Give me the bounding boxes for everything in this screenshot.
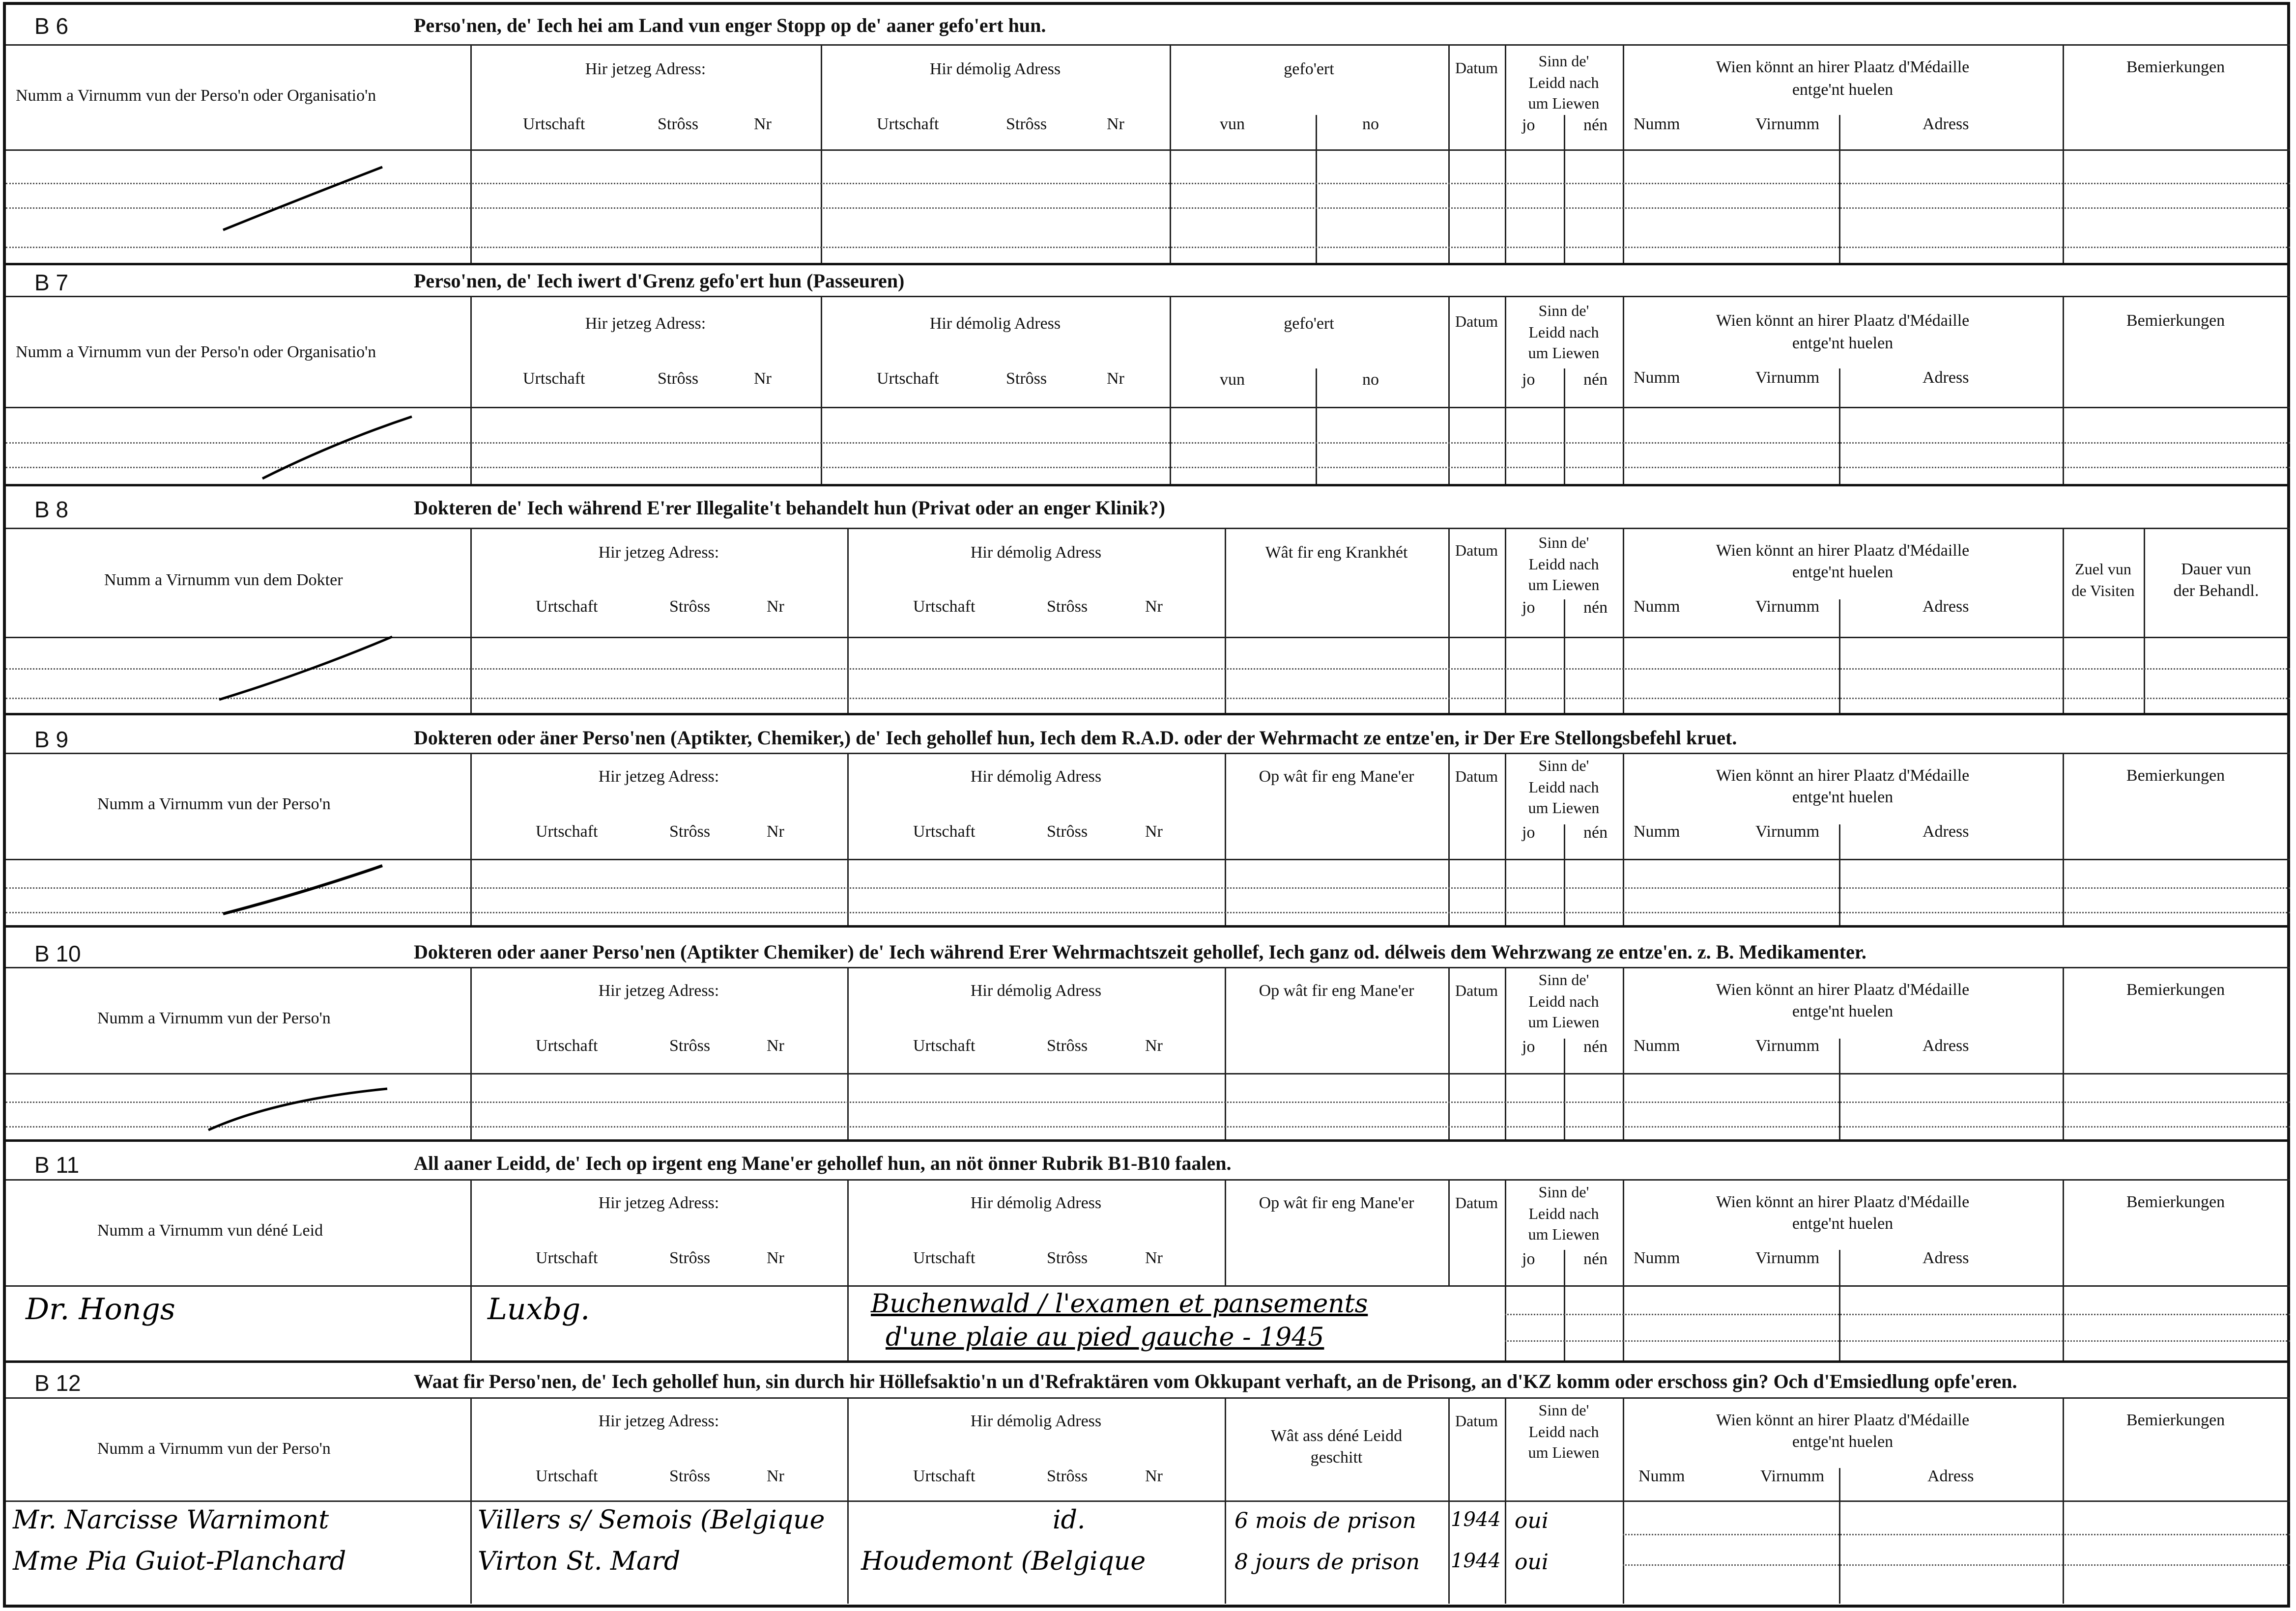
header-medal: Wien könnt an hirer Plaatz d'Médaille [1716,58,1970,76]
header-nr: Nr [1145,1037,1163,1055]
header-place: Urtschaft [913,822,976,841]
header-date: Datum [1455,541,1498,559]
header-date: Datum [1455,59,1498,77]
header-medal-firstname: Virnumm [1755,115,1820,133]
header-name: Numm a Virnumm vun dem Dokter [104,571,343,589]
header-former-address: Hir démolig Adress [970,1194,1102,1212]
header-from: vun [1220,115,1245,133]
header-current-address: Hir jetzeg Adress: [585,60,706,78]
header-name: Numm a Virnumm vun der Perso'n [97,1009,331,1027]
header-street: Strôss [1047,597,1088,616]
header-medal-name: Numm [1638,1467,1685,1485]
header-nr: Nr [1107,369,1124,388]
header-street: Strôss [1006,369,1047,388]
header-transported: gefo'ert [1284,314,1334,333]
header-place: Urtschaft [536,822,598,841]
header-yes: jo [1522,1250,1535,1268]
entry-name: Mme Pia Guiot-Planchard [13,1547,346,1576]
header-to: no [1362,370,1379,389]
header-former-address: Hir démolig Adress [970,543,1102,562]
header-survived: Leidd nach [1528,1205,1599,1222]
header-survived: um Liewen [1528,799,1600,817]
header-street: Strôss [669,1249,711,1267]
header-manner: Op wât fir eng Mane'er [1259,1194,1414,1212]
strike-through-mark [222,164,384,233]
header-nr: Nr [1107,115,1124,133]
header-survived: um Liewen [1528,344,1600,362]
header-from: vun [1220,370,1245,389]
section-title: All aaner Leidd, de' Iech op irgent eng Mane'er gehollef hun, an nöt önner Rubrik B1-B10 faalen. [414,1152,1232,1174]
header-transported: gefo'ert [1284,60,1334,78]
header-survived: um Liewen [1528,1443,1600,1461]
section-title: Waat fir Perso'nen, de' Iech gehollef hun, sin durch hir Höllefsaktio'n un d'Refraktären vom Okkupant verhaft, an de Prisong, an d'KZ komm oder erschoss gin? Och d'Emsiedlung opfe'eren. [414,1370,2017,1392]
header-name: Numm a Virnumm vun der Perso'n oder Organisatio'n [16,343,376,361]
header-medal-address: Adress [1923,597,1969,616]
header-survived: Sinn de' [1538,1183,1589,1201]
header-yes: jo [1522,370,1535,389]
header-no: nén [1583,823,1608,842]
header-survived: Leidd nach [1528,778,1599,796]
header-place: Urtschaft [523,369,585,388]
header-current-address: Hir jetzeg Adress: [598,543,719,562]
header-former-address: Hir démolig Adress [929,314,1061,333]
header-medal: entge'nt huelen [1792,1002,1894,1020]
section-code: B 9 [34,727,69,752]
header-medal-name: Numm [1634,368,1680,387]
header-former-address: Hir démolig Adress [970,767,1102,786]
section-code: B 12 [34,1370,81,1396]
header-date: Datum [1455,982,1498,999]
section-title: Dokteren oder äner Perso'nen (Aptikter, Chemiker,) de' Iech gehollef hun, Iech dem R.A.D. oder der Wehrmacht ze entze'en, ir Der Ere Stellongsbefehl kruet. [414,727,1737,749]
header-survived: Sinn de' [1538,1401,1589,1419]
header-name: Numm a Virnumm vun der Perso'n [97,1440,331,1458]
header-no: nén [1583,370,1608,389]
header-manner: Op wât fir eng Mane'er [1259,982,1414,1000]
section-code: B 6 [34,13,69,39]
header-nr: Nr [754,115,772,133]
header-medal-address: Adress [1923,1037,1969,1055]
entry-date: 1944 [1451,1550,1501,1572]
header-medal-firstname: Virnumm [1755,368,1820,387]
header-medal-name: Numm [1634,1037,1680,1055]
header-name: Numm a Virnumm vun der Perso'n oder Organisatio'n [16,86,376,105]
section-b9 [6,715,2290,928]
header-date: Datum [1455,767,1498,785]
header-place: Urtschaft [913,1037,976,1055]
header-street: Strôss [1047,1249,1088,1267]
header-date: Datum [1455,1194,1498,1212]
header-place: Urtschaft [536,1249,598,1267]
header-medal-name: Numm [1634,1249,1680,1267]
header-medal-address: Adress [1923,1249,1969,1267]
section-title: Dokteren oder aaner Perso'nen (Aptikter Chemiker) de' Iech während Erer Wehrmachtszeit gehollef, Iech ganz od. délweis dem Wehrzwang ze entze'en. z. B. Medikamenter. [414,941,1866,963]
header-nr: Nr [1145,1249,1163,1267]
header-place: Urtschaft [536,1037,598,1055]
header-remarks: Bemierkungen [2126,311,2225,330]
header-duration: Dauer vun [2181,560,2251,578]
header-street: Strôss [1047,1467,1088,1485]
header-medal: Wien könnt an hirer Plaatz d'Médaille [1716,766,1970,785]
section-code: B 10 [34,941,81,966]
header-medal: Wien könnt an hirer Plaatz d'Médaille [1716,541,1970,560]
section-title: Perso'nen, de' Iech hei am Land vun enger Stopp op de' aaner gefo'ert hun. [414,14,1046,36]
header-street: Strôss [1047,1037,1088,1055]
header-no: nén [1583,116,1608,134]
entry-manner-line2: d'une plaie au pied gauche - 1945 [886,1323,1324,1352]
header-nr: Nr [1145,822,1163,841]
header-medal-name: Numm [1634,597,1680,616]
header-survived: Sinn de' [1538,971,1589,989]
header-medal: entge'nt huelen [1792,788,1894,806]
header-medal: entge'nt huelen [1792,1433,1894,1451]
header-street: Strôss [658,369,699,388]
header-medal-address: Adress [1927,1467,1974,1485]
header-no: nén [1583,1250,1608,1268]
header-date: Datum [1455,1412,1498,1430]
header-survived: um Liewen [1528,94,1600,112]
header-medal-address: Adress [1923,822,1969,841]
entry-current-address: Virton St. Mard [478,1547,681,1576]
section-title: Perso'nen, de' Iech iwert d'Grenz gefo'ert hun (Passeuren) [414,270,905,292]
header-medal: entge'nt huelen [1792,334,1894,352]
header-remarks: Bemierkungen [2126,766,2225,785]
header-yes: jo [1522,1038,1535,1056]
header-date: Datum [1455,312,1498,330]
section-b12 [6,1363,2290,1608]
header-place: Urtschaft [877,115,939,133]
header-medal-address: Adress [1923,368,1969,387]
header-survived: um Liewen [1528,1013,1600,1031]
entry-name: Dr. Hongs [26,1292,175,1327]
header-nr: Nr [1145,1467,1163,1485]
header-nr: Nr [767,1037,784,1055]
header-medal-firstname: Virnumm [1755,597,1820,616]
header-street: Strôss [669,597,711,616]
entry-name: Mr. Narcisse Warnimont [13,1505,329,1535]
header-survived: Leidd nach [1528,74,1599,91]
strike-through-mark [217,634,394,703]
header-nr: Nr [1145,597,1163,616]
entry-former-address: id. [1053,1505,1086,1535]
header-name: Numm a Virnumm vun der Perso'n [97,795,331,813]
header-nr: Nr [767,1467,784,1485]
section-b8 [6,486,2290,715]
header-survived: Leidd nach [1528,555,1599,573]
header-no: nén [1583,1038,1608,1056]
header-street: Strôss [669,1037,711,1055]
header-medal: Wien könnt an hirer Plaatz d'Médaille [1716,981,1970,999]
header-nr: Nr [754,369,772,388]
header-medal-firstname: Virnumm [1755,1249,1820,1267]
strike-through-mark [207,1085,389,1134]
header-street: Strôss [1047,822,1088,841]
header-street: Strôss [658,115,699,133]
header-medal: entge'nt huelen [1792,81,1894,99]
header-medal: Wien könnt an hirer Plaatz d'Médaille [1716,1411,1970,1429]
header-to: no [1362,115,1379,133]
entry-manner-line1: Buchenwald / l'examen et pansements [871,1289,1368,1319]
header-medal: Wien könnt an hirer Plaatz d'Médaille [1716,1193,1970,1211]
header-survived: Sinn de' [1538,302,1589,319]
header-place: Urtschaft [913,597,976,616]
header-happened: Wât ass déné Leidd [1270,1427,1403,1445]
header-visits: de Visiten [2071,582,2135,599]
entry-survived: oui [1515,1508,1549,1533]
header-street: Strôss [1006,115,1047,133]
header-medal: Wien könnt an hirer Plaatz d'Médaille [1716,311,1970,330]
header-survived: Sinn de' [1538,534,1589,551]
header-medal-firstname: Virnumm [1755,1037,1820,1055]
header-medal-firstname: Virnumm [1760,1467,1825,1485]
header-medal-name: Numm [1634,822,1680,841]
header-place: Urtschaft [913,1249,976,1267]
entry-date: 1944 [1451,1508,1501,1531]
header-name: Numm a Virnumm vun déné Leid [97,1221,323,1240]
header-nr: Nr [767,1249,784,1267]
strike-through-mark [261,413,414,481]
header-medal-firstname: Virnumm [1755,822,1820,841]
header-current-address: Hir jetzeg Adress: [598,1194,719,1212]
section-code: B 11 [34,1152,80,1178]
header-current-address: Hir jetzeg Adress: [598,982,719,1000]
header-place: Urtschaft [523,115,585,133]
entry-happened: 8 jours de prison [1234,1550,1420,1575]
section-code: B 7 [34,270,69,295]
header-survived: um Liewen [1528,1225,1600,1243]
header-remarks: Bemierkungen [2126,981,2225,999]
header-survived: Sinn de' [1538,52,1589,70]
header-current-address: Hir jetzeg Adress: [598,767,719,786]
section-title: Dokteren de' Iech während E'rer Illegalite't behandelt hun (Privat oder an enger Klinik?) [414,497,1165,519]
header-no: nén [1583,598,1608,617]
header-nr: Nr [767,597,784,616]
header-manner: Op wât fir eng Mane'er [1259,767,1414,786]
header-visits: Zuel vun [2075,560,2131,578]
section-b7 [6,265,2290,486]
header-illness: Wât fir eng Krankhét [1265,543,1408,562]
header-survived: um Liewen [1528,576,1600,594]
header-medal: entge'nt huelen [1792,1215,1894,1233]
entry-survived: oui [1515,1550,1549,1575]
header-former-address: Hir démolig Adress [970,1412,1102,1430]
header-remarks: Bemierkungen [2126,1193,2225,1211]
header-medal-name: Numm [1634,115,1680,133]
header-former-address: Hir démolig Adress [929,60,1061,78]
header-yes: jo [1522,116,1535,134]
header-medal: entge'nt huelen [1792,563,1894,581]
entry-happened: 6 mois de prison [1234,1508,1416,1533]
entry-current-address: Villers s/ Semois (Belgique [478,1505,825,1535]
header-current-address: Hir jetzeg Adress: [598,1412,719,1430]
section-code: B 8 [34,497,69,522]
header-survived: Leidd nach [1528,992,1599,1010]
section-b6 [6,2,2290,265]
header-remarks: Bemierkungen [2126,58,2225,76]
header-nr: Nr [767,822,784,841]
header-place: Urtschaft [913,1467,976,1485]
strike-through-mark [222,863,384,917]
header-yes: jo [1522,598,1535,617]
header-place: Urtschaft [536,1467,598,1485]
header-street: Strôss [669,1467,711,1485]
header-happened: geschitt [1310,1448,1363,1467]
header-street: Strôss [669,822,711,841]
header-former-address: Hir démolig Adress [970,982,1102,1000]
entry-current-place: Luxbg. [488,1292,590,1327]
header-medal-address: Adress [1923,115,1969,133]
header-duration: der Behandl. [2173,582,2259,600]
header-yes: jo [1522,823,1535,842]
header-survived: Leidd nach [1528,323,1599,341]
header-survived: Sinn de' [1538,757,1589,774]
header-place: Urtschaft [536,597,598,616]
section-b11 [6,1142,2290,1363]
header-remarks: Bemierkungen [2126,1411,2225,1429]
header-survived: Leidd nach [1528,1423,1599,1441]
header-place: Urtschaft [877,369,939,388]
header-current-address: Hir jetzeg Adress: [585,314,706,333]
section-b10 [6,928,2290,1142]
entry-former-address: Houdemont (Belgique [861,1547,1146,1576]
